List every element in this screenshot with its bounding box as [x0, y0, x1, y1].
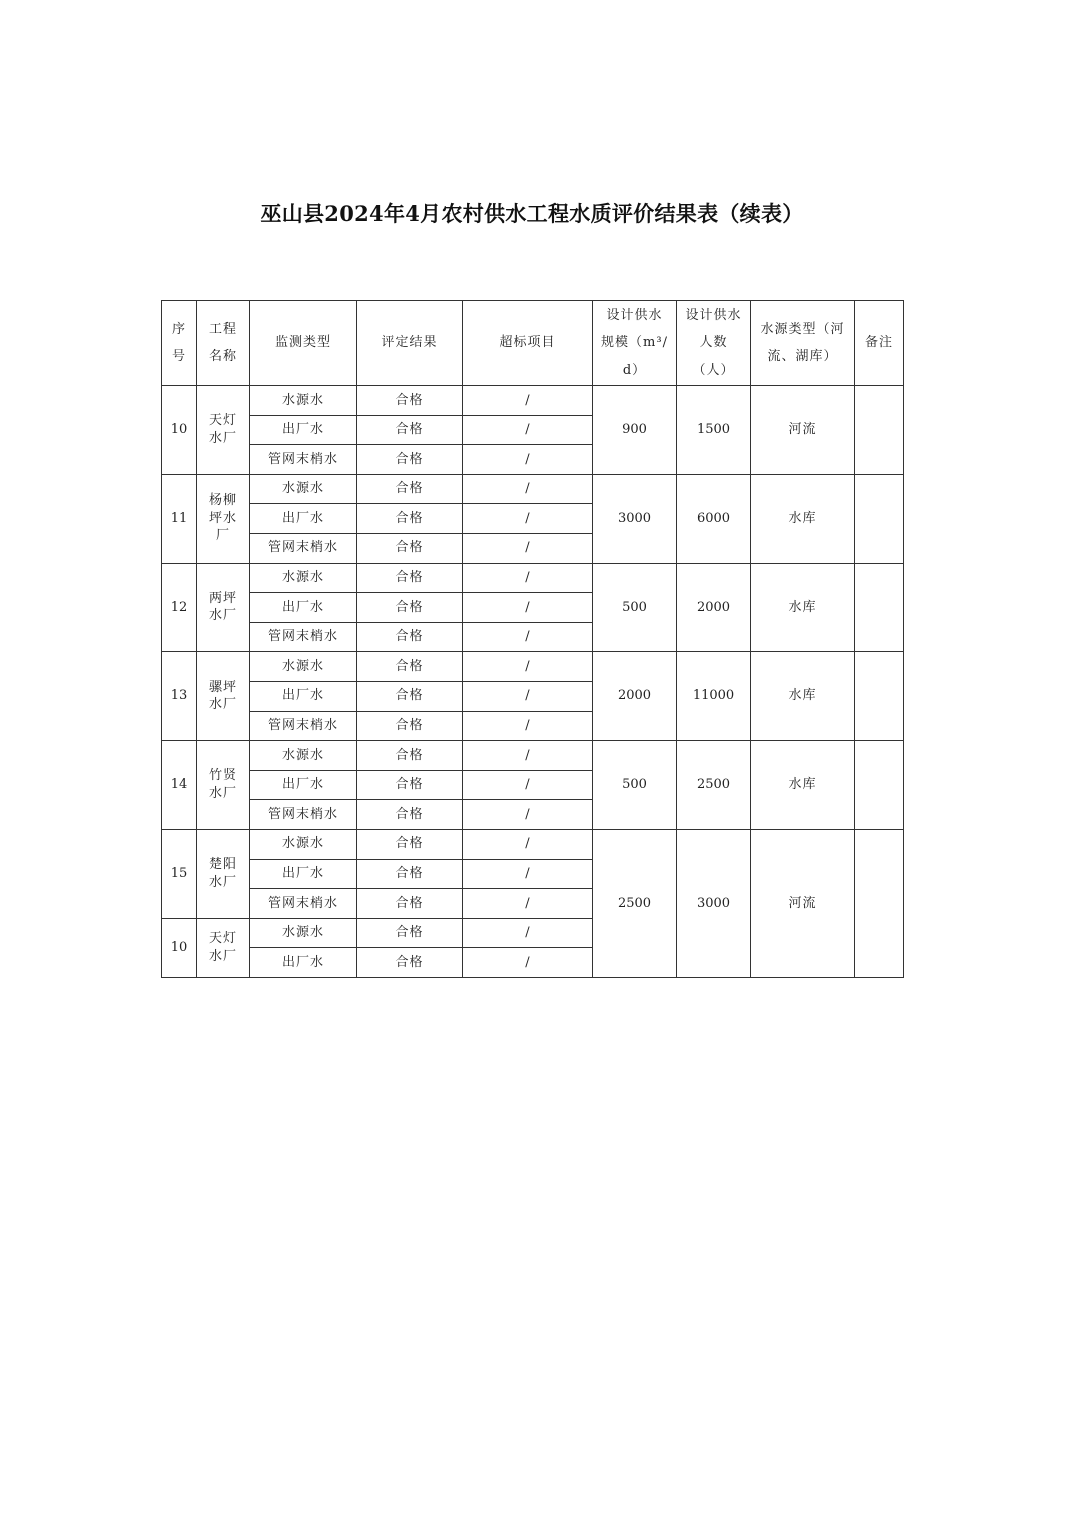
population-cell: 3000: [677, 829, 751, 977]
source-type-cell: 水库: [751, 652, 855, 741]
header-seq: 序号: [162, 301, 197, 386]
monitor-type-cell: 水源水: [250, 918, 357, 948]
header-name: 工程名称: [197, 301, 250, 386]
monitor-type-cell: 出厂水: [250, 593, 357, 623]
exceed-cell: /: [463, 386, 593, 416]
monitor-type-cell: 出厂水: [250, 948, 357, 978]
project-name-cell: 杨柳坪水厂: [197, 474, 250, 563]
result-cell: 合格: [357, 415, 463, 445]
exceed-cell: /: [463, 652, 593, 682]
scale-cell: 900: [593, 386, 677, 475]
result-cell: 合格: [357, 445, 463, 475]
monitor-type-cell: 管网末梢水: [250, 800, 357, 830]
result-cell: 合格: [357, 681, 463, 711]
project-name-cell: 骡坪水厂: [197, 652, 250, 741]
population-cell: 2000: [677, 563, 751, 652]
result-cell: 合格: [357, 859, 463, 889]
monitor-type-cell: 水源水: [250, 741, 357, 771]
monitor-type-cell: 出厂水: [250, 415, 357, 445]
header-exceed: 超标项目: [463, 301, 593, 386]
monitor-type-cell: 管网末梢水: [250, 711, 357, 741]
result-cell: 合格: [357, 829, 463, 859]
result-cell: 合格: [357, 889, 463, 919]
monitor-type-cell: 出厂水: [250, 504, 357, 534]
table-row: [162, 652, 904, 682]
remark-cell: [855, 386, 904, 475]
project-name-cell: 两坪水厂: [197, 563, 250, 652]
scale-cell: 2000: [593, 652, 677, 741]
header-population: 设计供水人数（人）: [677, 301, 751, 386]
exceed-cell: /: [463, 504, 593, 534]
population-cell: 11000: [677, 652, 751, 741]
header-scale: 设计供水规模（m³/d）: [593, 301, 677, 386]
seq-cell: 15: [162, 829, 197, 918]
monitor-type-cell: 水源水: [250, 829, 357, 859]
exceed-cell: /: [463, 859, 593, 889]
scale-cell: 2500: [593, 829, 677, 977]
exceed-cell: /: [463, 622, 593, 652]
exceed-cell: /: [463, 681, 593, 711]
header-monitor-type: 监测类型: [250, 301, 357, 386]
remark-cell: [855, 829, 904, 977]
header-row: [162, 301, 904, 386]
monitor-type-cell: 出厂水: [250, 770, 357, 800]
result-cell: 合格: [357, 800, 463, 830]
exceed-cell: /: [463, 593, 593, 623]
source-type-cell: 河流: [751, 829, 855, 977]
seq-cell: 12: [162, 563, 197, 652]
remark-cell: [855, 563, 904, 652]
source-type-cell: 河流: [751, 386, 855, 475]
table-row: [162, 474, 904, 504]
monitor-type-cell: 管网末梢水: [250, 889, 357, 919]
project-name-cell: 天灯水厂: [197, 386, 250, 475]
header-remark: 备注: [855, 301, 904, 386]
exceed-cell: /: [463, 829, 593, 859]
exceed-cell: /: [463, 948, 593, 978]
table-row: [162, 741, 904, 771]
monitor-type-cell: 出厂水: [250, 681, 357, 711]
exceed-cell: /: [463, 741, 593, 771]
monitor-type-cell: 水源水: [250, 652, 357, 682]
exceed-cell: /: [463, 889, 593, 919]
result-cell: 合格: [357, 770, 463, 800]
table-row: [162, 386, 904, 416]
water-quality-table: [161, 300, 904, 978]
population-cell: 1500: [677, 386, 751, 475]
exceed-cell: /: [463, 800, 593, 830]
exceed-cell: /: [463, 445, 593, 475]
source-type-cell: 水库: [751, 741, 855, 830]
result-cell: 合格: [357, 711, 463, 741]
result-cell: 合格: [357, 741, 463, 771]
result-cell: 合格: [357, 474, 463, 504]
result-cell: 合格: [357, 948, 463, 978]
monitor-type-cell: 出厂水: [250, 859, 357, 889]
exceed-cell: /: [463, 918, 593, 948]
monitor-type-cell: 水源水: [250, 386, 357, 416]
monitor-type-cell: 管网末梢水: [250, 533, 357, 563]
result-cell: 合格: [357, 918, 463, 948]
remark-cell: [855, 652, 904, 741]
remark-cell: [855, 741, 904, 830]
exceed-cell: /: [463, 711, 593, 741]
monitor-type-cell: 水源水: [250, 474, 357, 504]
seq-cell: 13: [162, 652, 197, 741]
header-result: 评定结果: [357, 301, 463, 386]
header-source-type: 水源类型（河流、湖库）: [751, 301, 855, 386]
project-name-cell: 天灯水厂: [197, 918, 250, 977]
result-cell: 合格: [357, 386, 463, 416]
result-cell: 合格: [357, 533, 463, 563]
source-type-cell: 水库: [751, 563, 855, 652]
result-cell: 合格: [357, 563, 463, 593]
table-row: [162, 563, 904, 593]
table-row: [162, 829, 904, 859]
monitor-type-cell: 管网末梢水: [250, 622, 357, 652]
project-name-cell: 楚阳水厂: [197, 829, 250, 918]
monitor-type-cell: 水源水: [250, 563, 357, 593]
seq-cell: 11: [162, 474, 197, 563]
exceed-cell: /: [463, 770, 593, 800]
population-cell: 2500: [677, 741, 751, 830]
seq-cell: 14: [162, 741, 197, 830]
exceed-cell: /: [463, 533, 593, 563]
exceed-cell: /: [463, 474, 593, 504]
seq-cell: 10: [162, 386, 197, 475]
source-type-cell: 水库: [751, 474, 855, 563]
result-cell: 合格: [357, 622, 463, 652]
scale-cell: 500: [593, 563, 677, 652]
scale-cell: 3000: [593, 474, 677, 563]
project-name-cell: 竹贤水厂: [197, 741, 250, 830]
result-cell: 合格: [357, 504, 463, 534]
page-title: 巫山县2024年4月农村供水工程水质评价结果表（续表）: [260, 201, 804, 226]
population-cell: 6000: [677, 474, 751, 563]
result-cell: 合格: [357, 593, 463, 623]
exceed-cell: /: [463, 563, 593, 593]
monitor-type-cell: 管网末梢水: [250, 445, 357, 475]
scale-cell: 500: [593, 741, 677, 830]
remark-cell: [855, 474, 904, 563]
seq-cell: 10: [162, 918, 197, 977]
result-cell: 合格: [357, 652, 463, 682]
exceed-cell: /: [463, 415, 593, 445]
